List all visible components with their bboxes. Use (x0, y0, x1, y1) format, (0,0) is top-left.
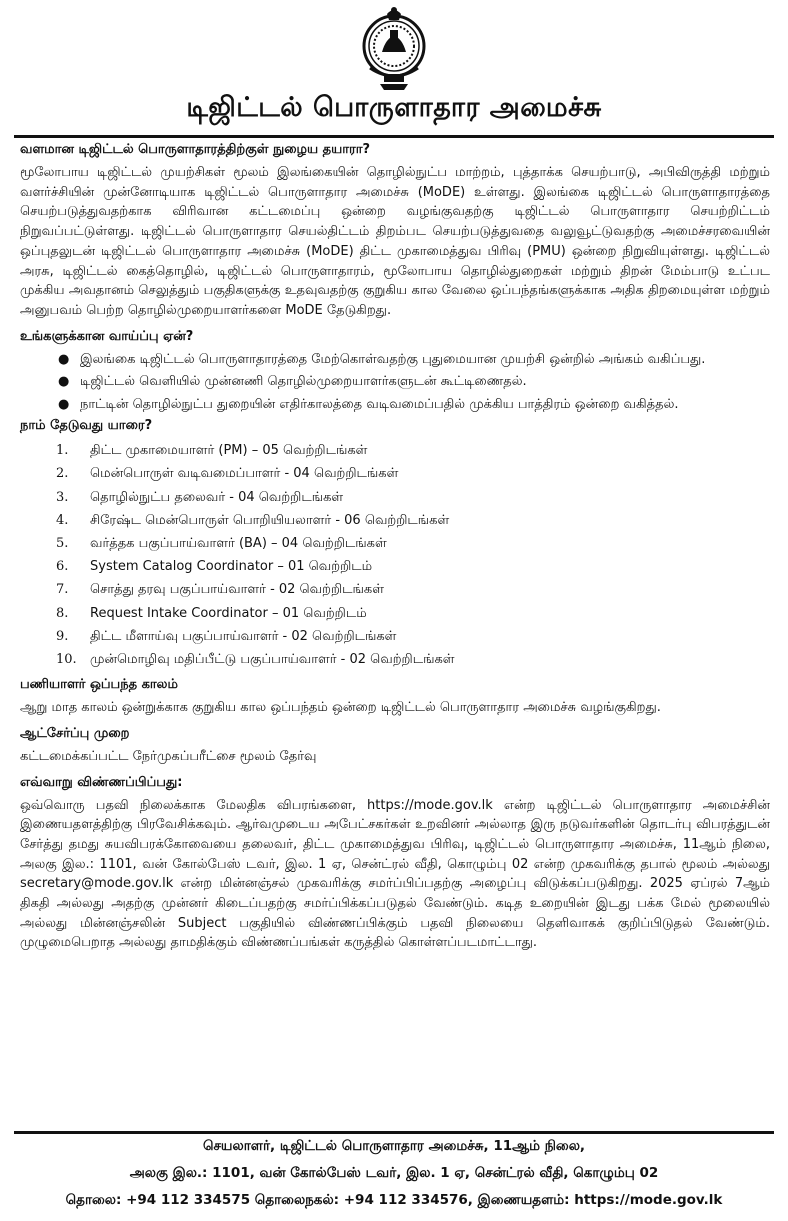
position-text: திட்ட முகாமையாளர் (PM) – 05 வெற்றிடங்கள் (90, 443, 368, 459)
positions-section (20, 418, 770, 671)
list-item (20, 395, 770, 415)
list-item (20, 625, 770, 648)
list-item (20, 532, 770, 555)
header-divider (14, 135, 774, 138)
bullet-icon: ● (58, 374, 70, 390)
item-number: 7. (56, 582, 69, 598)
intro-body: மூலோபாய டிஜிட்டல் முயற்சிகள் மூலம் இலங்கையின் தொழில்நுட்ப மாற்றம், புத்தாக்க செயற்பாடு, அபிவிருத்தி மற்றும் வளர்ச்சியின் முன்னோடியாக டிஜிட்டல் பொருளாதார அமைச்சு (MoDE) உள்ளது. இலங்கை டிஜிட்டல் பொருளாதாரத்தை செயற்படுத்துவதற்காக விரிவான கட்டமைப்பு ஒன்றை வழங்குவதற்கு டிஜிட்டல் பொருளாதார செயற்றிட்டம் நிறுவப்பட்டுள்ளது. டிஜிட்டல் பொருளாதார செயல்திட்டம் திறம்பட செயற்படுத்துவதை வலுவூட்டுவதற்கு அமைச்சரவையின் ஒப்புதலுடன் டிஜிட்டல் பொருளாதார அமைச்சு (MoDE) திட்ட முகாமைத்துவ பிரிவு (PMU) ஒன்றை நிறுவியுள்ளது. டிஜிட்டல் அரசு, டிஜிட்டல் கைத்தொழில், டிஜிட்டல் பொருளாதாரம், மூலோபாய தொழில்துறைகள் மற்றும் திறன் மேம்பாடு உட்பட முக்கிய அவதானம் செலுத்தும் பகுதிகளுக்கு உதவுவதற்கு குறுகிய கால வேலை ஒப்பந்தங்களுக்காக அதிக திறமையுள்ள மற்றும் அனுபவம் பெற்ற தொழில்முறையாளர்களை MoDE தேடுகிறது. (20, 165, 770, 318)
recruitment-section (20, 726, 770, 767)
position-text: வர்த்தக பகுப்பாய்வாளர் (BA) – 04 வெற்றிடங்கள் (90, 535, 387, 551)
contract-section (20, 677, 770, 718)
position-text: தொழில்நுட்ப தலைவர் - 04 வெற்றிடங்கள் (90, 489, 344, 505)
bullet-icon: ● (58, 396, 70, 412)
item-number: 10. (56, 651, 77, 667)
item-number: 5. (56, 535, 69, 551)
list-item (20, 602, 770, 625)
position-text: Request Intake Coordinator – 01 வெற்றிடம் (90, 605, 367, 621)
opportunity-text: இலங்கை டிஜிட்டல் பொருளாதாரத்தை மேற்கொள்வதற்கு புதுமையான முயற்சி ஒன்றில் அங்கம் வகிப்பது. (80, 351, 706, 367)
item-number: 8. (56, 605, 69, 621)
opportunity-text: நாட்டின் தொழில்நுட்ப துறையின் எதிர்காலத்தை வடிவமைப்பதில் முக்கிய பாத்திரம் ஒன்றை வகித்தல். (80, 396, 679, 412)
list-item (20, 555, 770, 578)
apply-body: ஒவ்வொரு பதவி நிலைக்காக மேலதிக விபரங்களை, https://mode.gov.lk என்ற டிஜிட்டல் பொருளாதார அமைச்சின் இணையதளத்திற்கு பிரவேசிக்கவும். ஆர்வமுடைய அபேட்சகர்கள் உறவினர் அல்லாத இரு நடுவர்களின் தொடர்பு விபரத்துடன் சேர்த்து தமது சுயவிபரக்கோவையை தலைவர், திட்ட முகாமைத்துவ பிரிவு, டிஜிட்டல் பொருளாதார அமைச்சு, 11ஆம் நிலை, அலகு இல.: 1101, வன் கோல்பேஸ் டவர், இல. 1 ஏ, சென்ட்ரல் வீதி, கொழும்பு 02 என்ற முகவரிக்கு தபால் மூலம் அல்லது secretary@mode.gov.lk என்ற மின்னஞ்சல் முகவரிக்கு சமர்ப்பிப்பதற்கு அழைப்பு விடுக்கப்படுகிறது. 2025 ஏப்ரல் 7ஆம் திகதி அல்லது அதற்கு முன்னர் கிடைப்பதற்கு சமர்ப்பிக்கப்படுதல் வேண்டும். கடித உறையின் இடது பக்க மேல் மூலையில் அல்லது மின்னஞ்சலின் Subject பகுதியில் விண்ணப்பிக்கும் பதவி நிலையை தெளிவாகக் குறிப்பிடுதல் வேண்டும். முழுமைபெறாத அல்லது தாமதிக்கும் விண்ணப்பங்கள் கருத்தில் கொள்ளப்படமாட்டாது. (20, 797, 770, 951)
list-item (20, 486, 770, 509)
contract-heading: பணியாளர் ஒப்பந்த காலம் (20, 677, 178, 693)
opportunity-list (20, 350, 770, 415)
item-number: 4. (56, 512, 69, 528)
position-text: திட்ட மீளாய்வு பகுப்பாய்வாளர் - 02 வெற்றிடங்கள் (90, 628, 397, 644)
recruitment-body: கட்டமைக்கப்பட்ட நேர்முகப்பரீட்சை மூலம் தேர்வு (20, 748, 317, 764)
position-text: முன்மொழிவு மதிப்பீட்டு பகுப்பாய்வாளர் - 02 வெற்றிடங்கள் (90, 651, 455, 667)
list-item (20, 509, 770, 532)
footer-contact (0, 1133, 788, 1214)
bullet-icon: ● (58, 351, 70, 367)
intro-heading: வளமான டிஜிட்டல் பொருளாதாரத்திற்குள் நுழைய தயாரா? (20, 142, 371, 157)
opportunity-heading: உங்களுக்கான வாய்ப்பு ஏன்? (20, 328, 194, 344)
recruitment-heading: ஆட்சேர்ப்பு முறை (20, 725, 130, 741)
list-item (20, 372, 770, 392)
intro-section (20, 142, 770, 321)
list-item (20, 648, 770, 671)
positions-heading: நாம் தேடுவது யாரை? (20, 418, 153, 434)
list-item (20, 578, 770, 601)
list-item (20, 439, 770, 462)
opportunity-text: டிஜிட்டல் வெளியில் முன்னணி தொழில்முறையாளர்களுடன் கூட்டிணைதல். (80, 374, 527, 390)
contract-body: ஆறு மாத காலம் ஒன்றுக்காக குறுகிய கால ஒப்பந்தம் ஒன்றை டிஜிட்டல் பொருளாதார அமைச்சு வழங்குகிறது. (20, 700, 661, 716)
positions-list (20, 439, 770, 671)
list-item (20, 462, 770, 485)
item-number: 2. (56, 466, 69, 482)
position-text: System Catalog Coordinator – 01 வெற்றிடம் (90, 559, 373, 575)
footer-line-3: தொலை: +94 112 334575 தொலைநகல்: +94 112 334576, இணையதளம்: https://mode.gov.lk (65, 1192, 723, 1208)
main-content (20, 142, 770, 957)
sri-lanka-emblem-icon (360, 4, 428, 94)
opportunity-section (20, 329, 770, 415)
position-text: சொத்து தரவு பகுப்பாய்வாளர் - 02 வெற்றிடங்கள் (90, 582, 384, 598)
item-number: 6. (56, 559, 69, 575)
list-item (20, 350, 770, 370)
item-number: 1. (56, 443, 69, 459)
footer-line-1: செயலாளர், டிஜிட்டல் பொருளாதார அமைச்சு, 11ஆம் நிலை, (202, 1138, 586, 1154)
position-text: மென்பொருள் வடிவமைப்பாளர் - 04 வெற்றிடங்கள் (90, 466, 399, 482)
ministry-title: டிஜிட்டல் பொருளாதார அமைச்சு (186, 92, 602, 123)
footer-line-2: அலகு இல.: 1101, வன் கோல்பேஸ் டவர், இல. 1 ஏ, சென்ட்ரல் வீதி, கொழும்பு 02 (129, 1165, 659, 1181)
apply-heading: எவ்வாறு விண்ணப்பிப்பது: (20, 774, 183, 790)
item-number: 9. (56, 628, 69, 644)
position-text: சிரேஷ்ட மென்பொருள் பொறியியலாளர் - 06 வெற்றிடங்கள் (90, 512, 450, 528)
item-number: 3. (56, 489, 69, 505)
apply-section (20, 775, 770, 954)
